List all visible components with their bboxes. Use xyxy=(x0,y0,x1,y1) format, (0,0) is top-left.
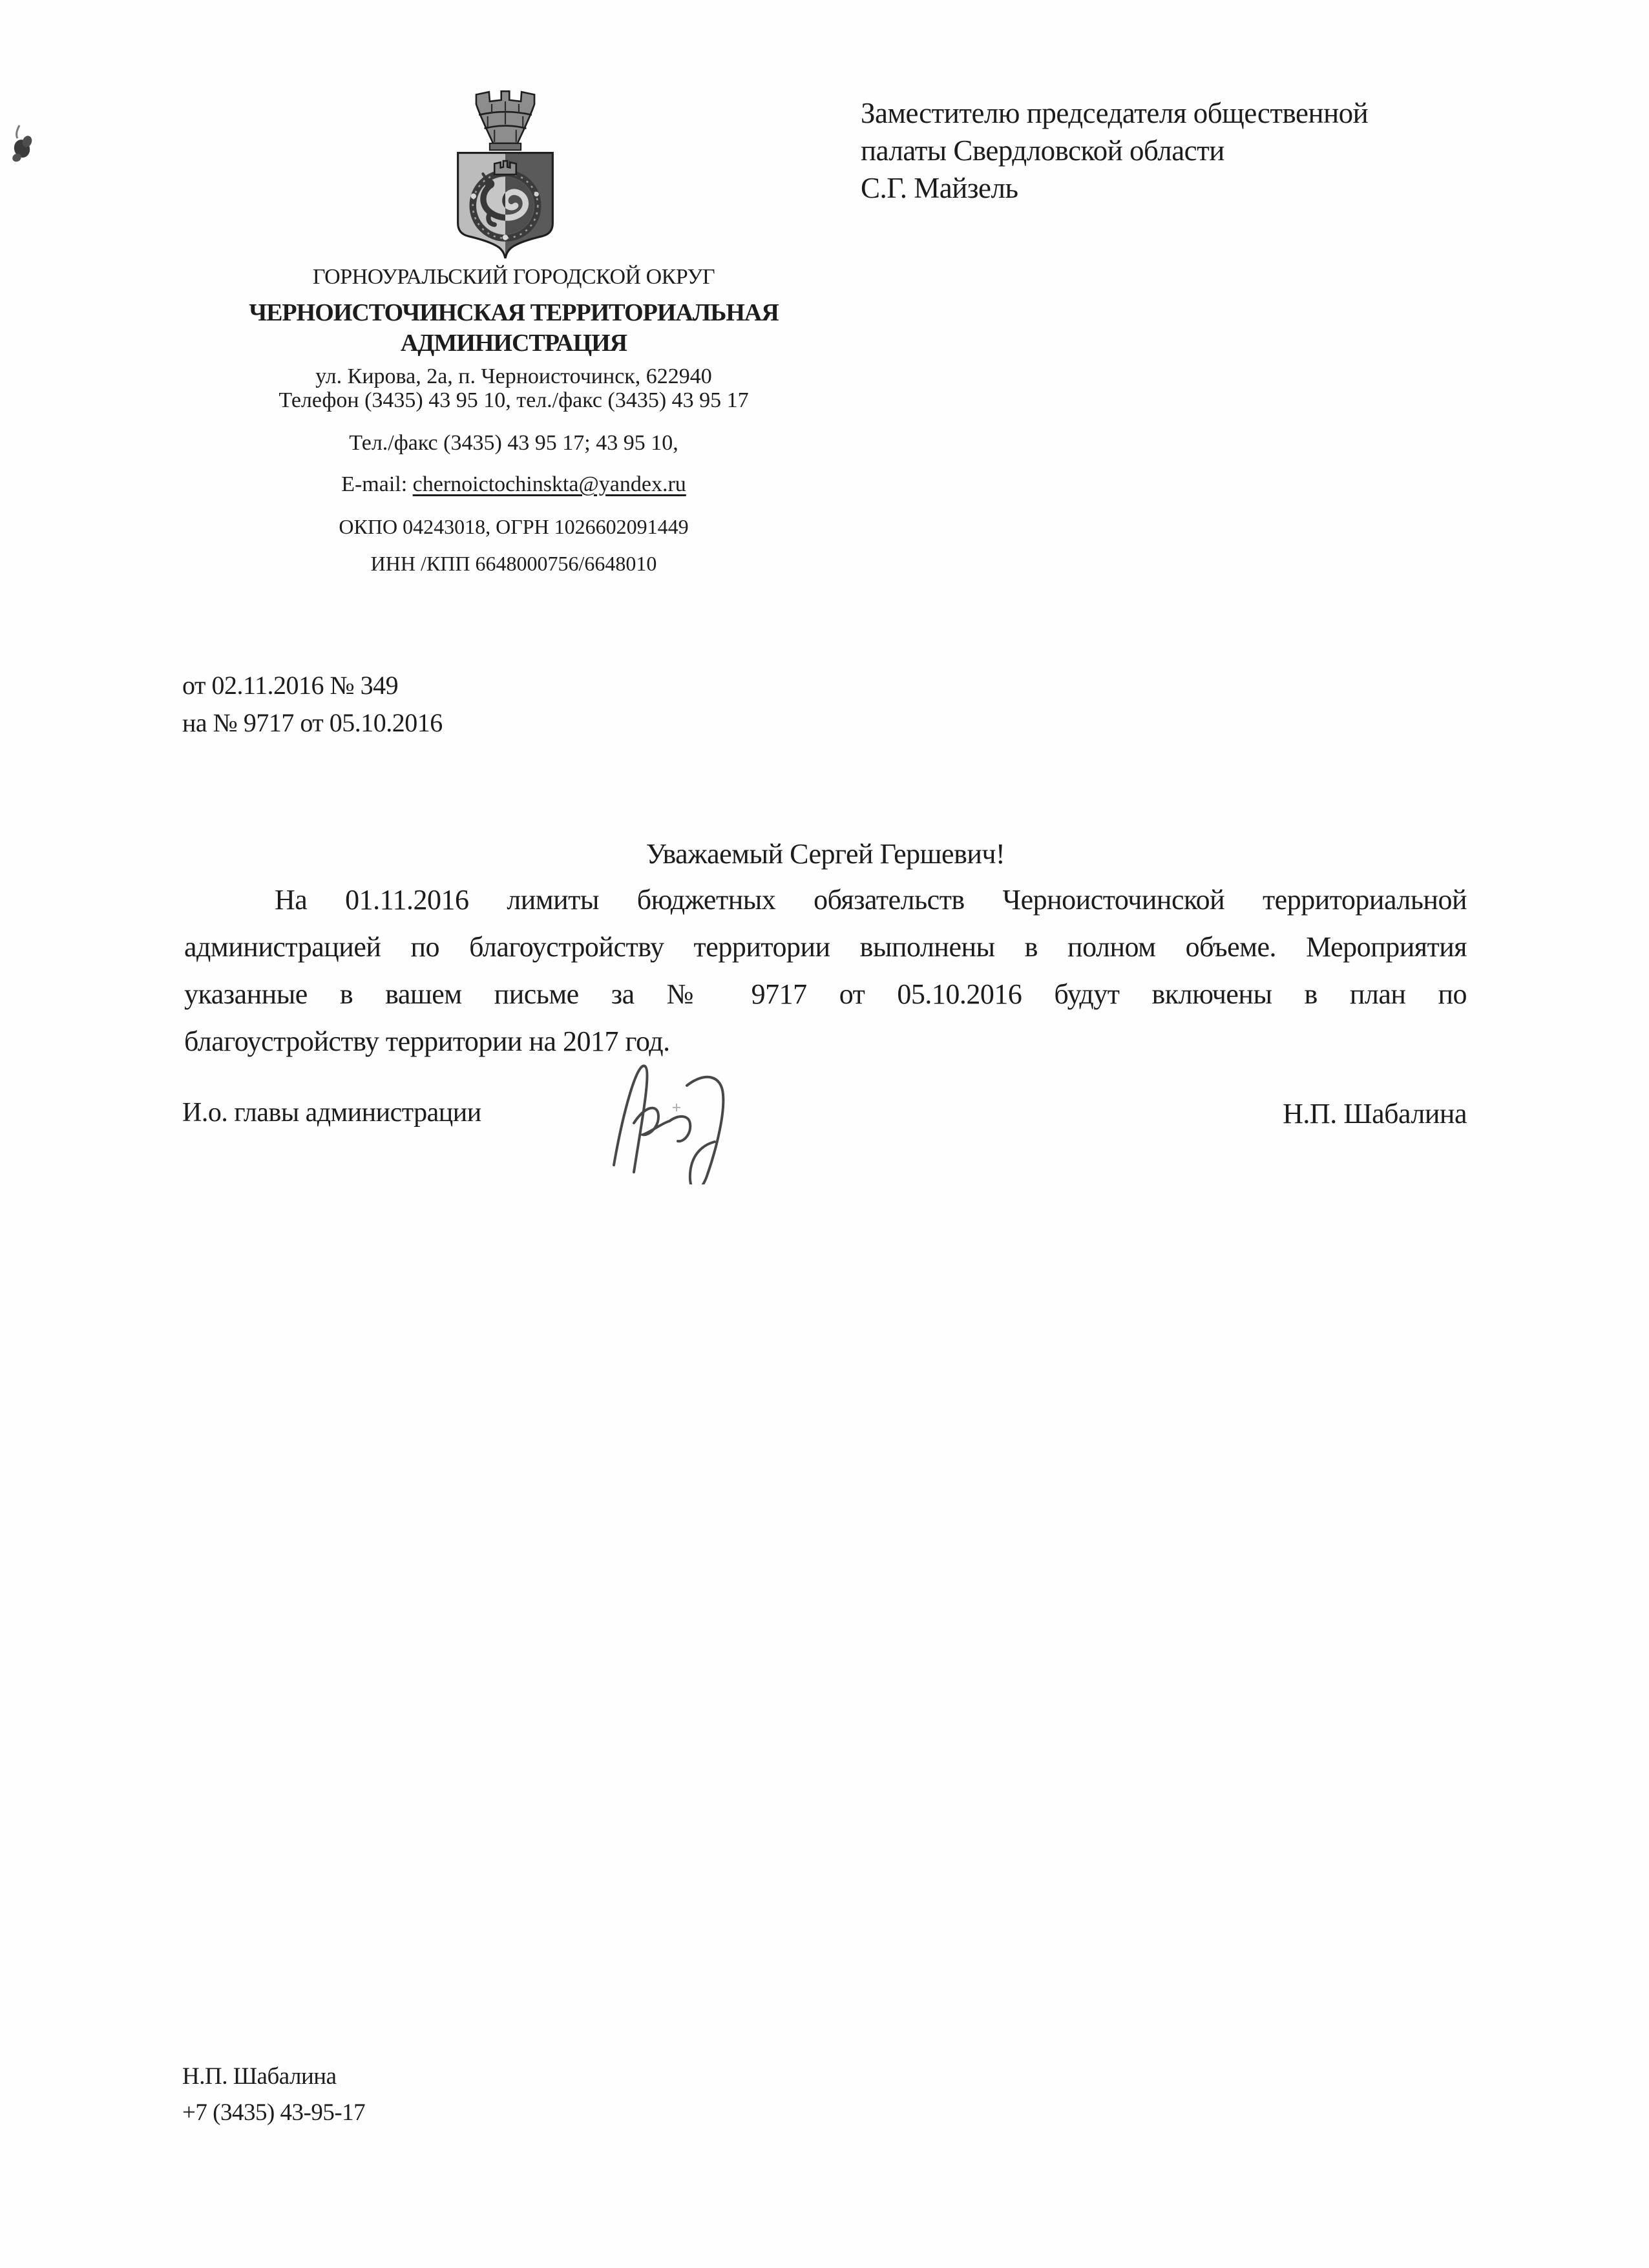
incoming-reference: на № 9717 от 05.10.2016 xyxy=(182,708,443,737)
organization-name xyxy=(158,298,869,359)
inn-kpp-line: ИНН /КПП 6648000756/6648010 xyxy=(370,552,657,575)
salutation: Уважаемый Сергей Гершевич! xyxy=(646,838,1005,870)
okpo-ogrn-line: ОКПО 04243018, ОГРН 1026602091449 xyxy=(339,515,689,538)
body-line: указанные в вашем письме за № 9717 от 05.10.2016 будут включены в план по xyxy=(184,978,1467,1010)
recipient-line: палаты Свердловской области xyxy=(861,134,1224,167)
email-address: chernoictochinskta@yandex.ru xyxy=(412,472,686,496)
footer-contact-phone: +7 (3435) 43-95-17 xyxy=(182,2099,366,2126)
postal-address: ул. Кирова, 2а, п. Черноисточинск, 622940 xyxy=(315,364,712,388)
footer-contact-name: Н.П. Шабалина xyxy=(182,2063,337,2090)
letterhead-block xyxy=(158,265,869,576)
body-line: На 01.11.2016 лимиты бюджетных обязательств Черноисточинской территориальной xyxy=(275,884,1467,916)
shield-icon xyxy=(458,153,553,258)
recipient-line: С.Г. Майзель xyxy=(861,172,1018,204)
handwritten-signature xyxy=(585,1045,779,1184)
body-line: благоустройству территории на 2017 год. xyxy=(184,1025,670,1057)
inner-crown-icon xyxy=(494,161,516,174)
organization-name-line1: ЧЕРНОИСТОЧИНСКАЯ ТЕРРИТОРИАЛЬНАЯ xyxy=(249,299,779,326)
signer-name: Н.П. Шабалина xyxy=(1283,1098,1467,1129)
phone-line: Телефон (3435) 43 95 10, тел./факс (3435) 43 95 17 xyxy=(278,388,749,412)
email-line xyxy=(158,472,869,497)
reference-block xyxy=(182,667,443,742)
footer-contact-block xyxy=(182,2059,365,2131)
telfax-line: Тел./факс (3435) 43 95 17; 43 95 10, xyxy=(349,431,678,455)
district-name: ГОРНОУРАЛЬСКИЙ ГОРОДСКОЙ ОКРУГ xyxy=(312,265,715,289)
signer-title: И.о. главы администрации xyxy=(182,1098,481,1128)
email-label: E-mail: xyxy=(341,472,413,496)
recipient-line: Заместителю председателя общественной xyxy=(861,97,1369,129)
ink-speck-artifact xyxy=(8,120,47,172)
organization-name-line2: АДМИНИСТРАЦИЯ xyxy=(400,330,627,357)
recipient-block xyxy=(861,94,1539,207)
coat-of-arms-emblem xyxy=(451,89,560,258)
mural-crown-icon xyxy=(476,91,534,150)
body-line: администрацией по благоустройству территории выполнены в полном объеме. Мероприятия xyxy=(184,931,1467,963)
outgoing-reference: от 02.11.2016 № 349 xyxy=(182,671,399,700)
letter-body xyxy=(184,876,1467,1065)
